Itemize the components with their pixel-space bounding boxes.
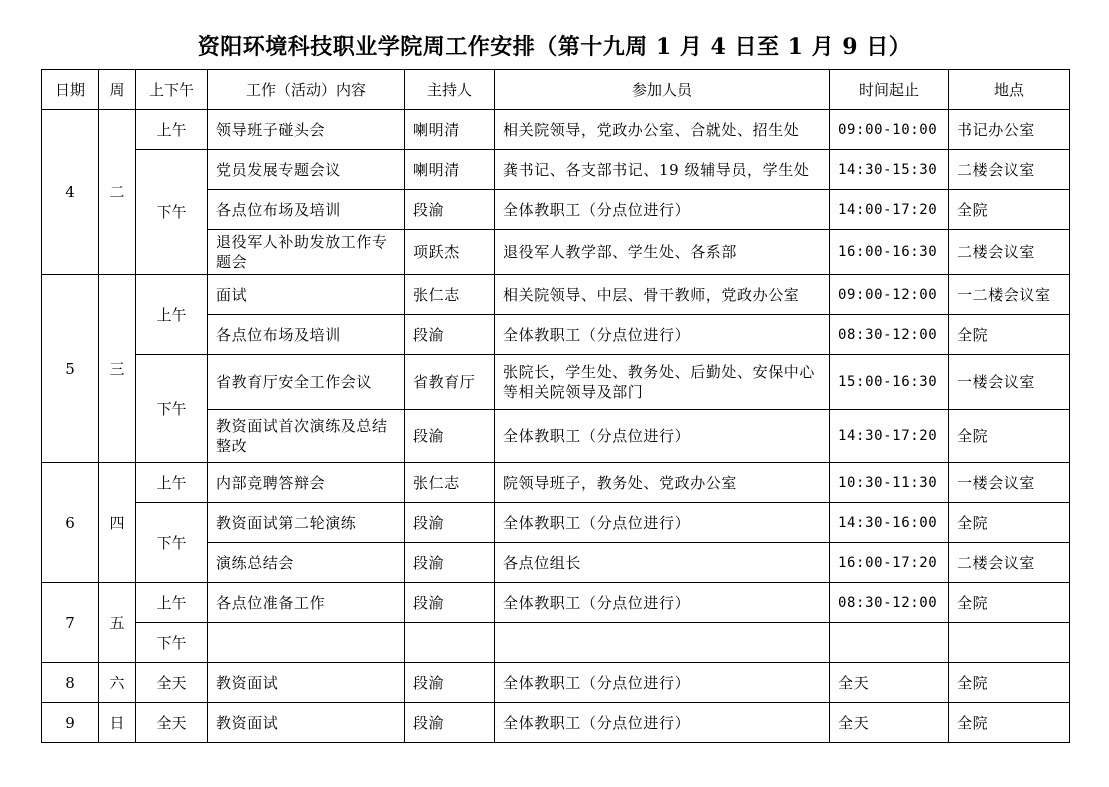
host-cell: 段渝 bbox=[405, 663, 495, 703]
header-content: 工作（活动）内容 bbox=[208, 70, 405, 110]
host-cell: 省教育厅 bbox=[405, 355, 495, 410]
date-cell: 6 bbox=[42, 463, 99, 583]
host-cell: 段渝 bbox=[405, 583, 495, 623]
time-cell: 09:00-10:00 bbox=[830, 110, 949, 150]
content-cell: 教资面试第二轮演练 bbox=[208, 503, 405, 543]
period-cell: 下午 bbox=[136, 503, 208, 583]
content-cell: 内部竞聘答辩会 bbox=[208, 463, 405, 503]
content-cell: 各点位布场及培训 bbox=[208, 190, 405, 230]
page-title: 资阳环境科技职业学院周工作安排（第十九周 1 月 4 日至 1 月 9 日） bbox=[197, 34, 912, 60]
host-cell: 段渝 bbox=[405, 703, 495, 743]
location-cell: 一楼会议室 bbox=[949, 355, 1070, 410]
schedule-table bbox=[41, 69, 1070, 743]
period-cell: 上午 bbox=[136, 583, 208, 623]
header-host: 主持人 bbox=[405, 70, 495, 110]
weekday-cell: 日 bbox=[99, 703, 136, 743]
content-cell: 教资面试首次演练及总结整改 bbox=[208, 410, 405, 463]
content-cell: 党员发展专题会议 bbox=[208, 150, 405, 190]
location-cell: 全院 bbox=[949, 703, 1070, 743]
host-cell: 喇明清 bbox=[405, 150, 495, 190]
period-cell: 下午 bbox=[136, 623, 208, 663]
time-cell: 08:30-12:00 bbox=[830, 583, 949, 623]
time-cell: 全天 bbox=[830, 703, 949, 743]
content-cell: 教资面试 bbox=[208, 703, 405, 743]
participants-cell: 院领导班子，教务处、党政办公室 bbox=[495, 463, 830, 503]
content-cell: 退役军人补助发放工作专题会 bbox=[208, 230, 405, 275]
participants-cell: 各点位组长 bbox=[495, 543, 830, 583]
header-location: 地点 bbox=[949, 70, 1070, 110]
table-row bbox=[42, 463, 1070, 503]
header-period: 上下午 bbox=[136, 70, 208, 110]
location-cell: 全院 bbox=[949, 190, 1070, 230]
participants-cell: 退役军人教学部、学生处、各系部 bbox=[495, 230, 830, 275]
location-cell: 一楼会议室 bbox=[949, 463, 1070, 503]
header-time: 时间起止 bbox=[830, 70, 949, 110]
header-date: 日期 bbox=[42, 70, 99, 110]
time-cell: 全天 bbox=[830, 663, 949, 703]
participants-cell: 相关院领导、中层、骨干教师，党政办公室 bbox=[495, 275, 830, 315]
participants-cell: 全体教职工（分点位进行） bbox=[495, 315, 830, 355]
content-cell: 省教育厅安全工作会议 bbox=[208, 355, 405, 410]
content-cell: 教资面试 bbox=[208, 663, 405, 703]
location-cell: 一二楼会议室 bbox=[949, 275, 1070, 315]
period-cell: 上午 bbox=[136, 275, 208, 355]
table-header-row bbox=[42, 70, 1070, 110]
participants-cell: 全体教职工（分点位进行） bbox=[495, 190, 830, 230]
table-row bbox=[42, 703, 1070, 743]
time-cell: 09:00-12:00 bbox=[830, 275, 949, 315]
content-cell: 演练总结会 bbox=[208, 543, 405, 583]
time-cell bbox=[830, 623, 949, 663]
time-cell: 08:30-12:00 bbox=[830, 315, 949, 355]
period-cell: 下午 bbox=[136, 355, 208, 463]
participants-cell: 相关院领导，党政办公室、合就处、招生处 bbox=[495, 110, 830, 150]
participants-cell: 龚书记、各支部书记、19 级辅导员，学生处 bbox=[495, 150, 830, 190]
host-cell: 项跃杰 bbox=[405, 230, 495, 275]
weekday-cell: 五 bbox=[99, 583, 136, 663]
location-cell: 全院 bbox=[949, 583, 1070, 623]
table-row bbox=[42, 663, 1070, 703]
participants-cell: 全体教职工（分点位进行） bbox=[495, 503, 830, 543]
location-cell: 二楼会议室 bbox=[949, 150, 1070, 190]
participants-cell: 全体教职工（分点位进行） bbox=[495, 583, 830, 623]
table-row bbox=[42, 355, 1070, 410]
content-cell: 各点位准备工作 bbox=[208, 583, 405, 623]
host-cell: 段渝 bbox=[405, 543, 495, 583]
date-cell: 5 bbox=[42, 275, 99, 463]
location-cell: 二楼会议室 bbox=[949, 230, 1070, 275]
host-cell: 张仁志 bbox=[405, 463, 495, 503]
location-cell: 二楼会议室 bbox=[949, 543, 1070, 583]
location-cell: 全院 bbox=[949, 503, 1070, 543]
host-cell bbox=[405, 623, 495, 663]
table-row bbox=[42, 275, 1070, 315]
content-cell: 各点位布场及培训 bbox=[208, 315, 405, 355]
host-cell: 段渝 bbox=[405, 315, 495, 355]
date-cell: 4 bbox=[42, 110, 99, 275]
date-cell: 8 bbox=[42, 663, 99, 703]
date-cell: 7 bbox=[42, 583, 99, 663]
table-row bbox=[42, 583, 1070, 623]
location-cell: 全院 bbox=[949, 315, 1070, 355]
period-cell: 全天 bbox=[136, 703, 208, 743]
weekday-cell: 六 bbox=[99, 663, 136, 703]
period-cell: 上午 bbox=[136, 463, 208, 503]
weekday-cell: 二 bbox=[99, 110, 136, 275]
participants-cell: 全体教职工（分点位进行） bbox=[495, 410, 830, 463]
period-cell: 全天 bbox=[136, 663, 208, 703]
participants-cell: 全体教职工（分点位进行） bbox=[495, 703, 830, 743]
time-cell: 15:00-16:30 bbox=[830, 355, 949, 410]
host-cell: 段渝 bbox=[405, 503, 495, 543]
content-cell: 面试 bbox=[208, 275, 405, 315]
period-cell: 上午 bbox=[136, 110, 208, 150]
host-cell: 段渝 bbox=[405, 190, 495, 230]
table-row bbox=[42, 623, 1070, 663]
host-cell: 段渝 bbox=[405, 410, 495, 463]
table-row bbox=[42, 150, 1070, 190]
weekday-cell: 四 bbox=[99, 463, 136, 583]
participants-cell: 张院长，学生处、教务处、后勤处、安保中心等相关院领导及部门 bbox=[495, 355, 830, 410]
time-cell: 14:30-16:00 bbox=[830, 503, 949, 543]
location-cell: 书记办公室 bbox=[949, 110, 1070, 150]
table-row bbox=[42, 110, 1070, 150]
header-week: 周 bbox=[99, 70, 136, 110]
host-cell: 张仁志 bbox=[405, 275, 495, 315]
time-cell: 14:30-15:30 bbox=[830, 150, 949, 190]
date-cell: 9 bbox=[42, 703, 99, 743]
time-cell: 14:30-17:20 bbox=[830, 410, 949, 463]
time-cell: 10:30-11:30 bbox=[830, 463, 949, 503]
weekday-cell: 三 bbox=[99, 275, 136, 463]
time-cell: 14:00-17:20 bbox=[830, 190, 949, 230]
location-cell bbox=[949, 623, 1070, 663]
table-row bbox=[42, 503, 1070, 543]
time-cell: 16:00-17:20 bbox=[830, 543, 949, 583]
location-cell: 全院 bbox=[949, 663, 1070, 703]
participants-cell bbox=[495, 623, 830, 663]
content-cell: 领导班子碰头会 bbox=[208, 110, 405, 150]
host-cell: 喇明清 bbox=[405, 110, 495, 150]
time-cell: 16:00-16:30 bbox=[830, 230, 949, 275]
location-cell: 全院 bbox=[949, 410, 1070, 463]
header-participants: 参加人员 bbox=[495, 70, 830, 110]
period-cell: 下午 bbox=[136, 150, 208, 275]
participants-cell: 全体教职工（分点位进行） bbox=[495, 663, 830, 703]
content-cell bbox=[208, 623, 405, 663]
